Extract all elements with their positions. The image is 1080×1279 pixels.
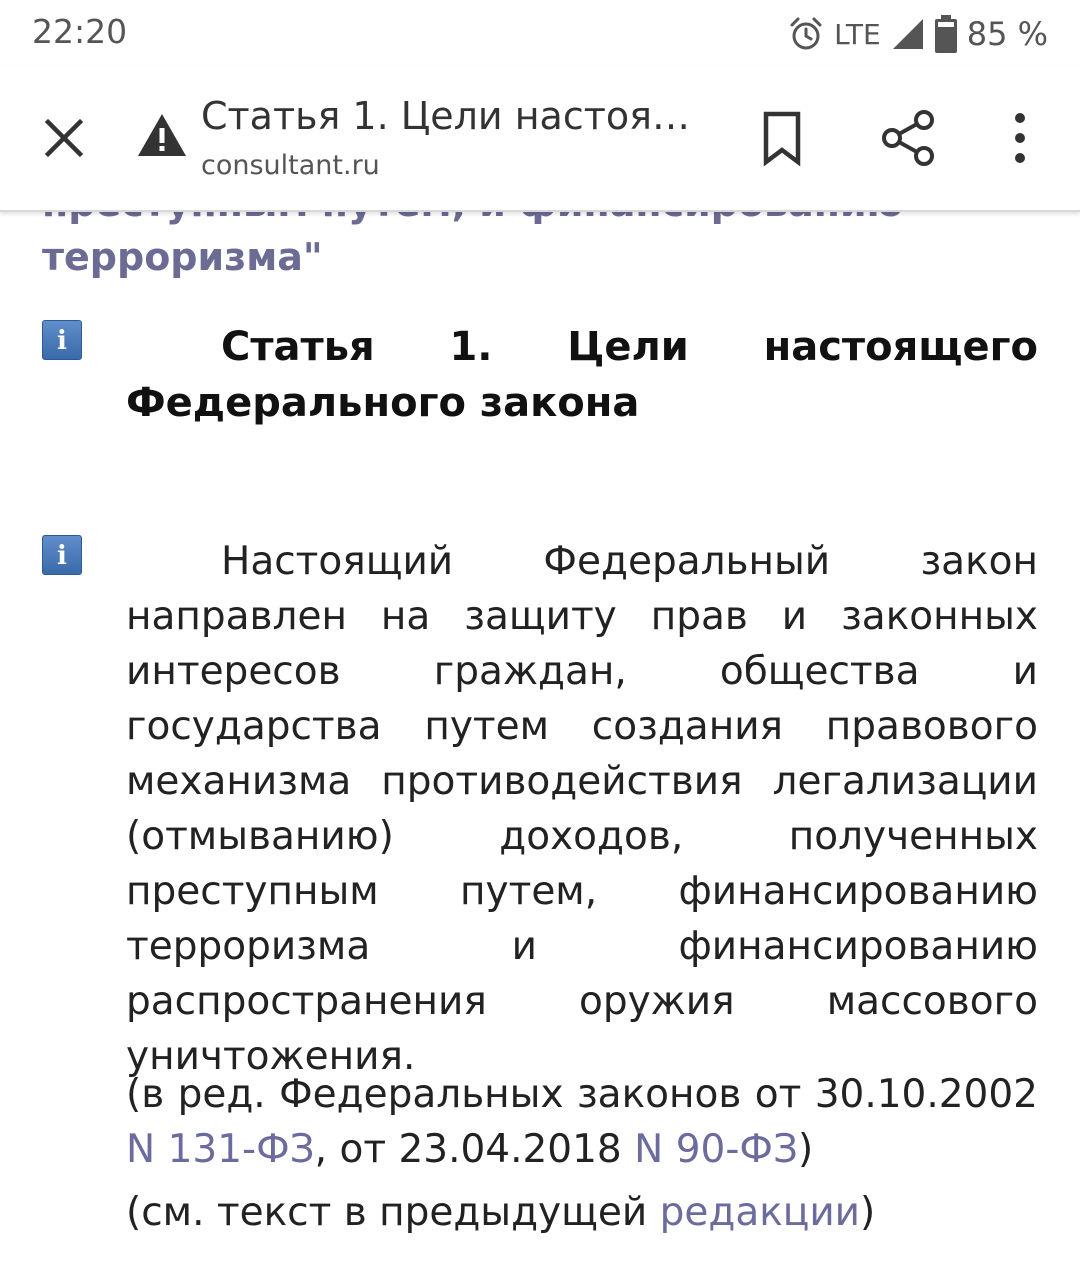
share-icon[interactable]	[880, 108, 938, 168]
signal-icon	[891, 17, 925, 51]
previous-edition-note	[126, 1185, 1038, 1240]
custom-tab-toolbar	[0, 66, 1080, 212]
page-title: Статья 1. Цели настоя…	[201, 94, 690, 138]
network-type: LTE	[834, 17, 881, 51]
document-title-line2: терроризма"	[42, 235, 323, 279]
status-icons	[788, 12, 1048, 56]
edit-note-middle: , от 23.04.2018	[314, 1127, 622, 1172]
info-icon[interactable]: i	[42, 535, 82, 575]
article-heading-line2: Федерального закона	[126, 380, 640, 426]
see-note-suffix: )	[860, 1190, 876, 1235]
page-url: consultant.ru	[201, 150, 380, 181]
status-bar	[0, 0, 1080, 66]
info-icon[interactable]: i	[42, 320, 82, 360]
previous-edition-link[interactable]: редакции	[659, 1190, 861, 1235]
article-heading	[126, 319, 1038, 431]
law-link-131[interactable]: N 131-ФЗ	[126, 1127, 315, 1172]
article-heading-line1: Статья 1. Цели настоящего	[221, 324, 1038, 370]
battery-level: 85 %	[966, 15, 1048, 53]
document-content	[0, 212, 1080, 1279]
edit-note-prefix: (в ред. Федеральных законов от 30.10.2002	[126, 1072, 1038, 1117]
alarm-icon	[788, 16, 824, 52]
edit-note-suffix: )	[798, 1127, 814, 1172]
article-body: Настоящий Федеральный закон направлен на защиту прав и законных интересов граждан, общества и государства путем создания правового механизма противодействия легализации (отмыванию) доходов, полученных преступным путем, финансированию терроризма и финансированию распространения оружия массового уничтожения.	[126, 539, 1038, 1079]
battery-icon	[935, 15, 957, 53]
bookmark-icon[interactable]	[758, 110, 806, 166]
warning-icon[interactable]	[136, 112, 188, 158]
status-time: 22:20	[32, 12, 128, 51]
close-icon[interactable]	[34, 108, 94, 168]
law-link-90[interactable]: N 90-ФЗ	[634, 1127, 799, 1172]
more-vert-icon[interactable]	[1004, 112, 1036, 164]
edit-note	[126, 1067, 1038, 1177]
see-note-prefix: (см. текст в предыдущей	[126, 1190, 648, 1235]
